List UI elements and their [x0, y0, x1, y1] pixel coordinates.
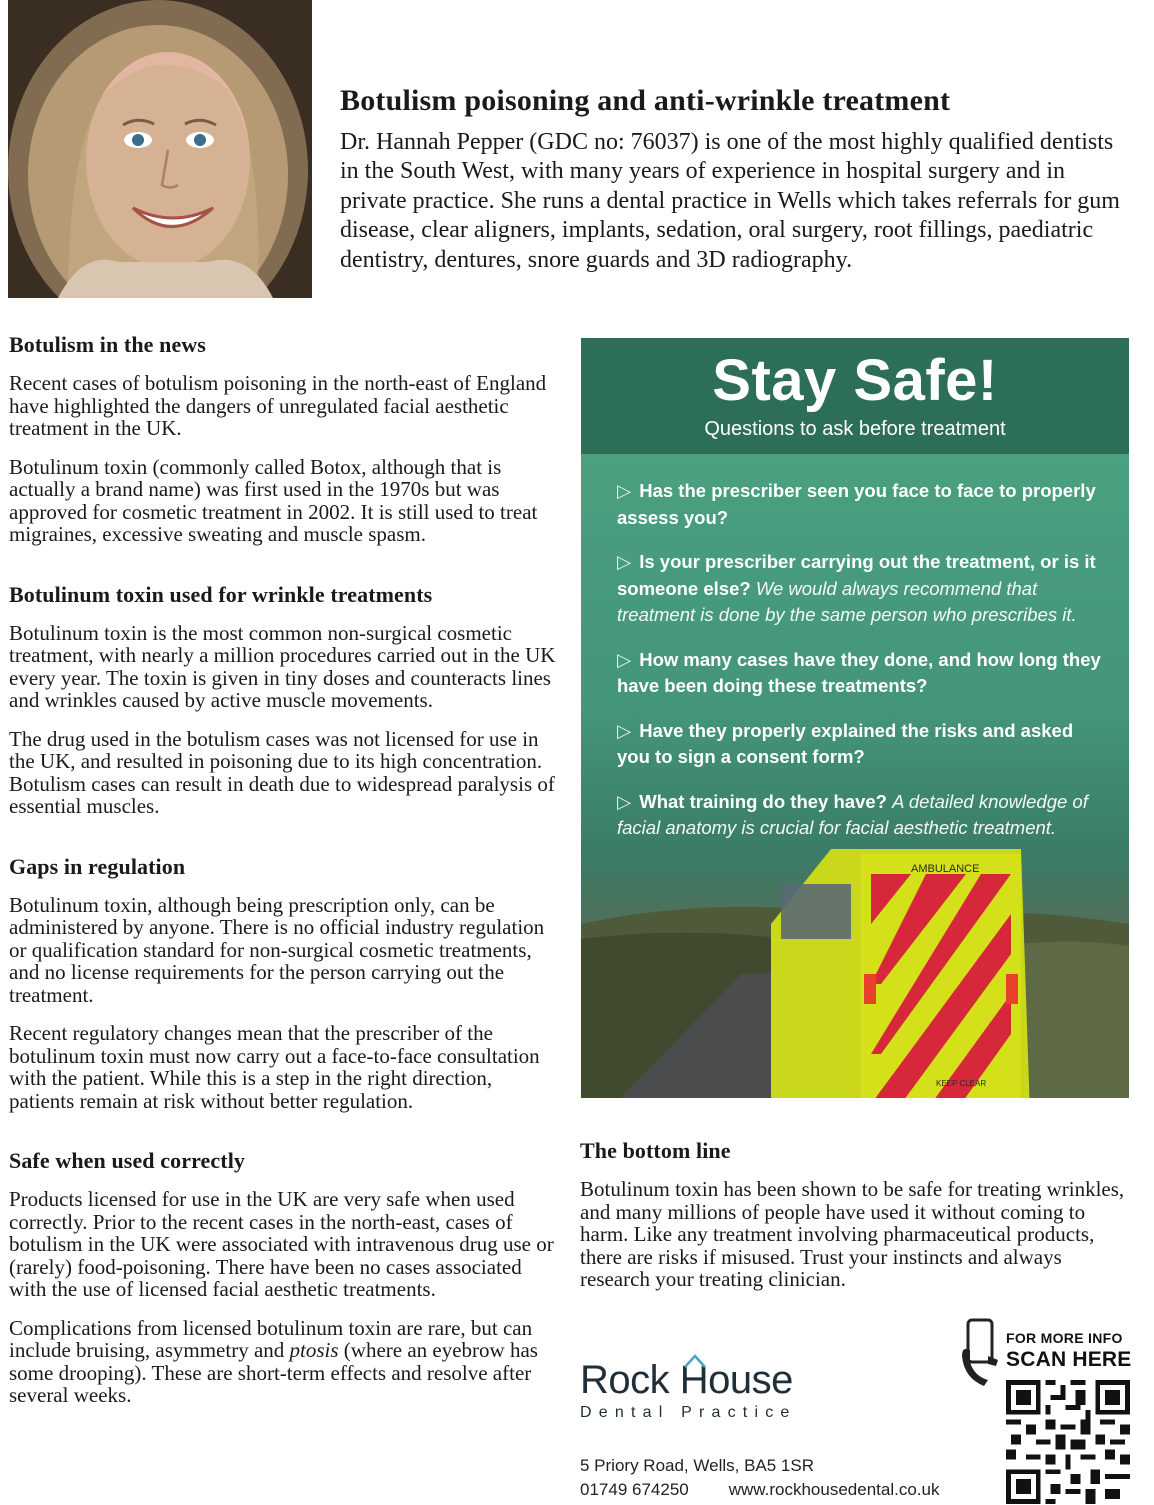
question-item: ▷ Is your prescriber carrying out the treatment, or is it someone else? We would always recommend that treatment is done by the same person who prescribes it. [617, 551, 1096, 625]
ptosis-term: ptosis [289, 1338, 339, 1362]
panel-subtitle: Questions to ask before treatment [704, 418, 1006, 440]
qr-code[interactable] [1006, 1380, 1130, 1504]
section-heading: The bottom line [580, 1138, 731, 1163]
section-safe-when-used-correctly [9, 1148, 561, 1407]
left-column [9, 332, 561, 1423]
section-botulism-news [9, 332, 561, 546]
paragraph: Botulinum toxin (commonly called Botox, although that is actually a brand name) was first used in the 1970s but was approved for cosmetic treatment in 2002. It is still used to treat migraines, excessive sweating and muscle spasm. [9, 454, 538, 546]
section-wrinkle-treatments [9, 582, 561, 818]
practice-logo [580, 1360, 960, 1422]
website-link[interactable]: www.rockhousedental.co.uk [728, 1480, 940, 1499]
house-roof-icon [684, 1354, 706, 1368]
ambulance-icon [771, 849, 1031, 1098]
paragraph: Recent regulatory changes mean that the prescriber of the botulinum toxin must now carry out a face-to-face consultation with the patient. While this is a step in the right direction, patients remain at risk without better regulation. [9, 1021, 540, 1113]
question-list [617, 478, 1107, 860]
phone-number: 01749 674250 [580, 1480, 689, 1499]
section-heading: Botulinum toxin used for wrinkle treatments [9, 581, 433, 607]
triangle-bullet-icon: ▷ [617, 480, 632, 501]
section-heading: Safe when used correctly [9, 1148, 246, 1173]
triangle-bullet-icon: ▷ [617, 719, 632, 741]
logo-subtitle: Dental Practice [580, 1404, 797, 1421]
scan-line-1: FOR MORE INFO [1006, 1330, 1123, 1346]
question-item: ▷ Have they properly explained the risks and asked you to sign a consent form? [617, 719, 1074, 767]
triangle-bullet-icon: ▷ [617, 648, 632, 670]
section-gaps-in-regulation [9, 854, 561, 1113]
paragraph: Recent cases of botulism poisoning in the north-east of England have highlighted the dangers of unregulated facial aesthetic treatment in the UK. [9, 371, 547, 440]
question-item: ▷ What training do they have? A detailed knowledge of facial anatomy is crucial for facial aesthetic treatment. [617, 790, 1088, 838]
question-item: ▷ How many cases have they done, and how long they have been doing these treatments? [617, 648, 1101, 696]
phone-hand-icon [958, 1316, 1004, 1386]
author-intro: Dr. Hannah Pepper (GDC no: 76037) is one of the most highly qualified dentists in the South West, with many years of experience in hospital surgery and in private practice. She runs a dental practice in Wells which takes referrals for gum disease, clear aligners, implants, sedation, oral surgery, root fillings, paediatric dentistry, dentures, snore guards and 3D radiography. [340, 129, 1120, 273]
portrait-illustration [8, 0, 312, 298]
paragraph: Botulinum toxin is the most common non-surgical cosmetic treatment, with nearly a million procedures carried out in the UK every year. The toxin is given in tiny doses and counteracts lines and wrinkles caused by active muscle movements. [9, 620, 556, 712]
keep-clear-label: KEEP CLEAR [936, 1079, 987, 1088]
author-portrait [8, 0, 312, 298]
stay-safe-panel [581, 338, 1129, 1098]
paragraph: Botulinum toxin has been shown to be safe for treating wrinkles, and many millions of people have used it without coming to harm. Like any treatment involving pharmaceutical products, there are risks if misused. Trust your instincts and always research your treating clinician. [580, 1177, 1125, 1291]
article-title: Botulism poisoning and anti-wrinkle treatment [340, 84, 951, 117]
address: 5 Priory Road, Wells, BA5 1SR [580, 1456, 814, 1475]
scan-block [954, 1314, 1144, 1504]
triangle-bullet-icon: ▷ [617, 790, 632, 812]
paragraph: Products licensed for use in the UK are very safe when used correctly. Prior to the recent cases in the north-east, cases of botulism in the UK were associated with intravenous drug use or (rarely) food-poisoning. There have been no cases associated with the use of licensed facial aesthetic treatments. [9, 1187, 554, 1301]
section-heading: Gaps in regulation [9, 853, 186, 879]
section-heading: Botulism in the news [9, 332, 206, 357]
panel-header [581, 338, 1129, 454]
paragraph: The drug used in the botulism cases was not licensed for use in the UK, and resulted in poisoning due to its high concentration. Botulism cases can result in death due to widespread paralysis of essential muscles. [9, 726, 555, 818]
triangle-bullet-icon: ▷ [617, 551, 632, 572]
ambulance-label: AMBULANCE [911, 863, 980, 875]
logo-name: Rock House [580, 1360, 960, 1400]
scan-text [1006, 1330, 1146, 1372]
paragraph: Complications from licensed botulinum toxin are rare, but can include bruising, asymmetry and ptosis (where an eyebrow has some drooping). These are short-term effects and resolve after several weeks. [9, 1315, 538, 1407]
contact-details [580, 1454, 1000, 1502]
section-bottom-line [580, 1138, 1128, 1307]
question-item: ▷ Has the prescriber seen you face to face to properly assess you? [617, 480, 1096, 528]
paragraph: Botulinum toxin, although being prescription only, can be administered by anyone. There is no official industry regulation or qualification standard for non-surgical cosmetic treatments, and no license requirements for the person carrying out the treatment. [9, 892, 545, 1007]
panel-title: Stay Safe! [712, 348, 998, 413]
scan-line-2: SCAN HERE [1006, 1348, 1132, 1371]
